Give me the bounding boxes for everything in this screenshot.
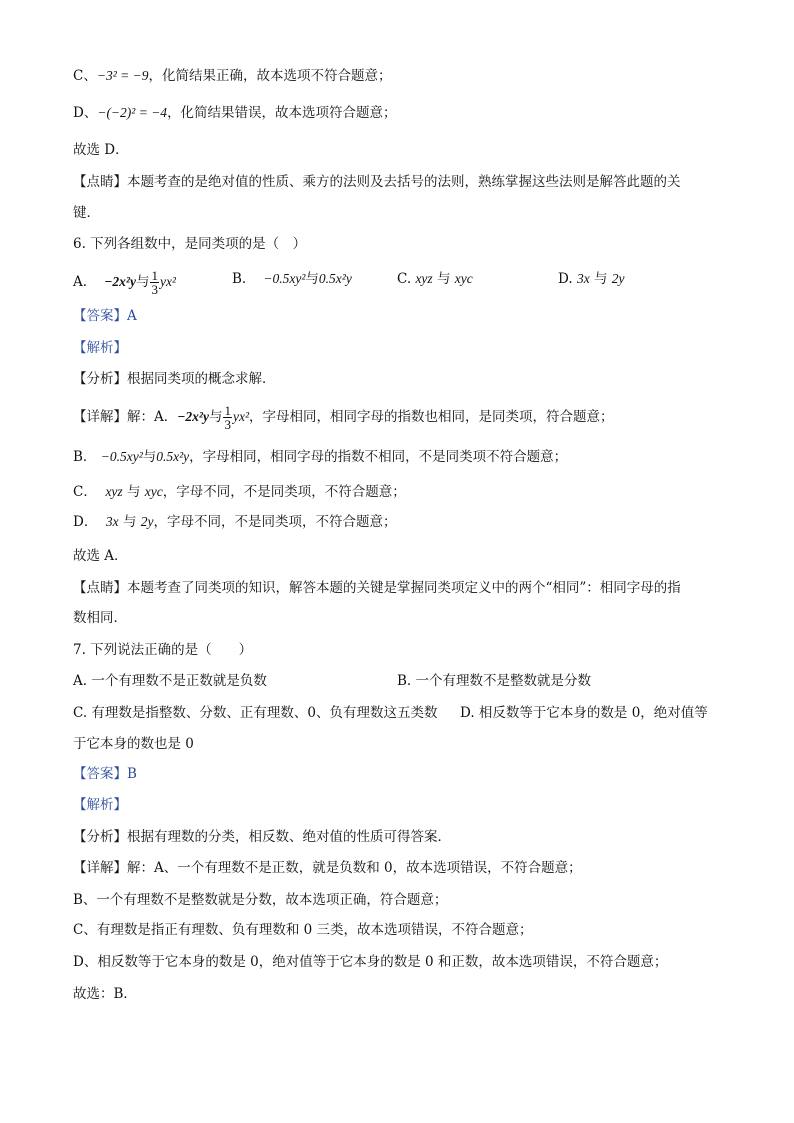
- analysis-header-6: 【解析】: [73, 340, 127, 356]
- line-text: ，字母相同，相同字母的指数不相同，不是同类项不符合题意；: [189, 449, 568, 465]
- math-expression: yx²: [159, 274, 176, 289]
- comment-line-cont: 键．: [73, 205, 100, 221]
- q6-option-c: [397, 269, 473, 289]
- comment-6-cont: 数相同．: [73, 610, 127, 626]
- connector-text: 与: [436, 271, 451, 287]
- fraction: [150, 269, 159, 296]
- q6-option-a: [73, 269, 176, 296]
- math-expression: 2y: [140, 514, 154, 529]
- detail-6b: [73, 447, 567, 467]
- q7-option-a: A. 一个有理数不是正数就是负数: [73, 673, 267, 689]
- fraction-numerator: 1: [224, 403, 231, 418]
- line-text: ，字母不同，不是同类项，不符合题意；: [162, 484, 406, 500]
- line-c-solution: [73, 66, 391, 86]
- q6-option-b: [232, 269, 352, 289]
- line-d-solution: [73, 103, 397, 123]
- detail-6d: [73, 512, 397, 532]
- detail-prefix: C．: [73, 484, 97, 500]
- comment-line: 【点睛】本题考查的是绝对值的性质、乘方的法则及去括号的法则，熟练掌握这些法则是解答此题的关: [73, 174, 681, 190]
- q6-option-d: [558, 269, 625, 289]
- math-expression: −0.5xy²: [100, 449, 143, 464]
- option-label: C.: [397, 271, 412, 287]
- math-expression: xyc: [144, 484, 163, 499]
- connector-text: 与: [126, 484, 141, 500]
- math-expression: −2x²y: [177, 409, 209, 424]
- answer-choice-line: 故选 D．: [73, 142, 129, 158]
- q7-option-d: D. 相反数等于它本身的数是 0，绝对值等: [460, 705, 708, 721]
- option-label: A.: [73, 274, 88, 290]
- connector-text: 与: [593, 271, 608, 287]
- q7-option-c: C. 有理数是指整数、分数、正有理数、0、负有理数这五类数: [73, 705, 438, 721]
- choice-6: 故选 A．: [73, 548, 128, 564]
- line-text: ，字母相同，相同字母的指数也相同，是同类项，符合题意；: [249, 409, 614, 425]
- math-expression: 2y: [611, 271, 625, 286]
- math-expression: xyz: [415, 271, 433, 286]
- math-expression: −0.5xy²: [263, 271, 306, 286]
- math-expression: 0.5x²y: [318, 271, 352, 286]
- analysis-header-7: 【解析】: [73, 797, 127, 813]
- math-expression: 3x: [105, 514, 119, 529]
- detail-6a: [73, 404, 614, 431]
- detail-prefix: D．: [73, 514, 98, 530]
- fraction-denominator: 3: [224, 417, 231, 432]
- math-expression: 3x: [576, 271, 590, 286]
- connector-text: 与: [305, 271, 319, 287]
- detail-7c: C、有理数是指正有理数、负有理数和 0 三类，故本选项错误，不符合题意；: [73, 922, 533, 938]
- choice-7: 故选：B．: [73, 986, 137, 1002]
- detail-7a: 【详解】解：A、一个有理数不是正数，就是负数和 0，故本选项错误，不符合题意；: [73, 860, 582, 876]
- math-expression: 0.5x²y: [156, 449, 190, 464]
- connector-text: 与: [122, 514, 137, 530]
- connector-text: 与: [208, 409, 223, 425]
- detail-prefix: B．: [73, 449, 97, 465]
- analysis-6: 【分析】根据同类项的概念求解．: [73, 371, 276, 387]
- fraction: [223, 404, 232, 431]
- question-7: 7. 下列说法正确的是（ ）: [73, 642, 253, 658]
- math-expression: yx²: [232, 409, 250, 424]
- detail-7d: D、相反数等于它本身的数是 0，绝对值等于它本身的数是 0 和正数，故本选项错误，不符合题意；: [73, 954, 668, 970]
- math-expression: xyz: [105, 484, 123, 499]
- connector-text: 与: [142, 449, 157, 465]
- line-text: ，化简结果错误，故本选项符合题意；: [167, 105, 397, 121]
- option-prefix: C、: [73, 68, 97, 84]
- detail-6c: [73, 482, 406, 502]
- detail-7b: B、一个有理数不是整数就是分数，故本选项正确，符合题意；: [73, 892, 448, 908]
- option-label: B.: [232, 271, 247, 287]
- q7-option-b: B. 一个有理数不是整数就是分数: [397, 673, 592, 689]
- line-text: ，化简结果正确，故本选项不符合题意；: [148, 68, 392, 84]
- analysis-7: 【分析】根据有理数的分类，相反数、绝对值的性质可得答案．: [73, 829, 451, 845]
- fraction-denominator: 3: [151, 282, 158, 297]
- math-expression: −(−2)² = −4: [97, 105, 168, 120]
- comment-6: 【点睛】本题考查了同类项的知识，解答本题的关键是掌握同类项定义中的两个“相同”：相同字母的指: [73, 580, 681, 596]
- math-expression: −2x²y: [104, 274, 136, 289]
- q7-option-d-cont: 于它本身的数也是 0: [73, 736, 194, 752]
- option-prefix: D、: [73, 105, 98, 121]
- detail-prefix: 【详解】解：A．: [73, 409, 178, 425]
- connector-text: 与: [135, 274, 150, 290]
- question-6: 6. 下列各组数中，是同类项的是（ ）: [73, 236, 307, 252]
- fraction-numerator: 1: [151, 268, 158, 283]
- answer-6: 【答案】A: [73, 308, 137, 324]
- math-expression: xyc: [454, 271, 473, 286]
- math-expression: −3² = −9: [96, 68, 149, 83]
- line-text: ，字母不同，不是同类项，不符合题意；: [153, 514, 397, 530]
- answer-7: 【答案】B: [73, 766, 137, 782]
- option-label: D.: [558, 271, 573, 287]
